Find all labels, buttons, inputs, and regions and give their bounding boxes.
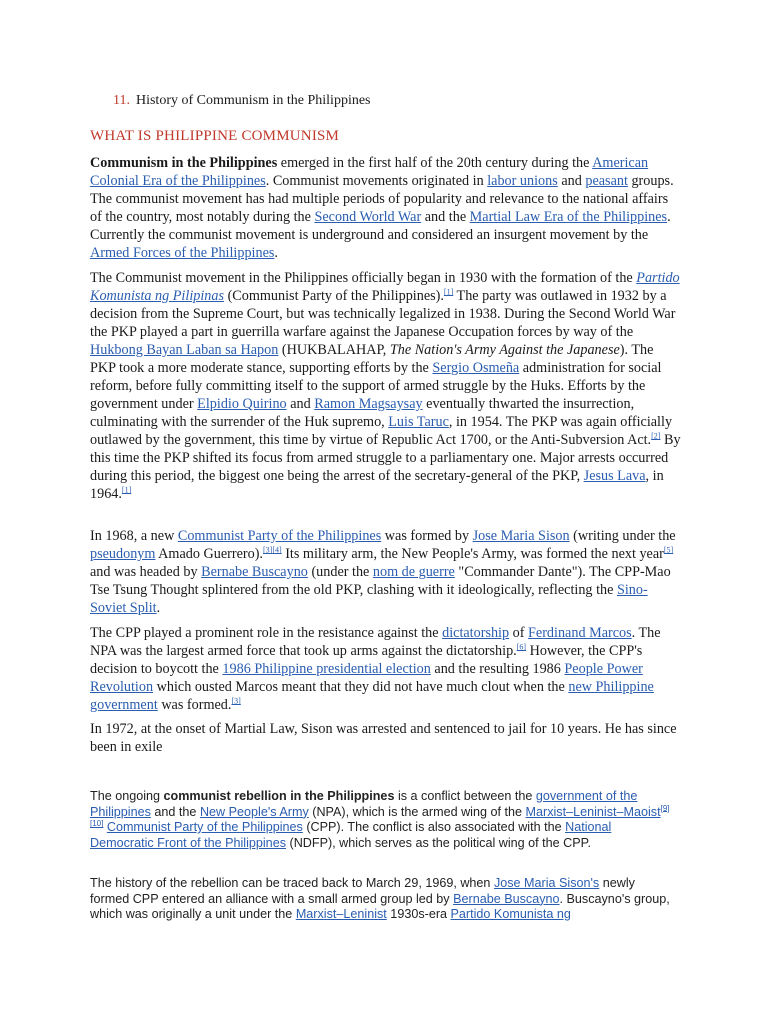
text: . Currently the communist movement is underground and considered an insurgent movement by the — [90, 209, 671, 243]
link-american-colonial-era[interactable]: American Colonial Era of the Philippines — [90, 155, 649, 189]
text: groups. The communist movement has had multiple periods of popularity and relevance to the national affairs of the country, most notably during the — [90, 173, 674, 225]
link-ramon-magsaysay[interactable]: Ramon Magsaysay — [314, 396, 423, 412]
text: (HUKBALAHAP, — [278, 342, 390, 358]
citation — [263, 545, 282, 554]
citation-link[interactable]: [2] — [651, 431, 661, 441]
citation — [444, 287, 453, 296]
text: 1930s-era — [386, 907, 451, 922]
link-new-peoples-army[interactable]: New People's Army — [199, 804, 309, 819]
text: . The NPA was the largest armed force that took up arms against the dictatorship. — [90, 625, 661, 659]
link-hukbalahap[interactable]: Hukbong Bayan Laban sa Hapon — [90, 342, 279, 358]
link-second-world-war[interactable]: Second World War — [314, 209, 422, 225]
text: "Commander Dante"). The CPP-Mao Tse Tsung Thought splintered from the old PKP, clashing with it ideologically, reflecting the — [90, 564, 671, 598]
text: . — [274, 245, 278, 261]
citation-link[interactable]: [5] — [663, 545, 674, 555]
link-labor-unions[interactable]: labor unions — [487, 173, 558, 189]
citation-link[interactable]: [9][10] — [90, 803, 670, 828]
link-ndfp[interactable]: National Democratic Front of the Philippines — [90, 820, 612, 850]
text: (NDFP), which serves as the political wing of the CPP. — [286, 835, 591, 850]
text: , in 1954. The PKP was again officially outlawed by the government, this time by virtue of Republic Act 1700, or the Anti-Subversion Act. — [90, 414, 673, 448]
text: and — [557, 173, 586, 189]
link-elpidio-quirino[interactable]: Elpidio Quirino — [197, 396, 287, 412]
link-partido-komunista[interactable]: Partido Komunista ng Pilipinas — [90, 270, 680, 304]
text: The history of the rebellion can be traced back to March 29, 1969, when — [90, 876, 494, 890]
citation-link[interactable]: [3] — [231, 696, 241, 706]
paragraph-pkp-history — [90, 269, 682, 503]
text: The party was outlawed in 1932 by a decision from the Supreme Court, but was technically legalized in 1938. During the Second World War the PKP played a part in guerrilla warfare against the Japanese Occupation forces by way of the — [90, 288, 676, 340]
citation-link[interactable]: [1] — [121, 485, 132, 495]
link-jose-maria-sisons[interactable]: Jose Maria Sison's — [493, 876, 600, 890]
italic-term: The Nation's Army Against the Japanese — [389, 342, 620, 358]
text: and the resulting 1986 — [430, 661, 565, 677]
text: In 1972, at the onset of Martial Law, Sison was arrested and sentenced to jail for 10 years. He has since been in exile — [90, 721, 677, 755]
link-peasant[interactable]: peasant — [585, 173, 628, 189]
text: (Communist Party of the Philippines). — [224, 288, 444, 304]
text: is a conflict between the — [394, 789, 536, 803]
text: of — [509, 625, 529, 641]
citation-link[interactable]: [4] — [272, 545, 282, 555]
text: (CPP). The conflict is also associated with the — [302, 820, 566, 835]
paragraph-rebellion-history — [90, 876, 670, 923]
text: was formed by — [381, 528, 473, 544]
text: (writing under the — [569, 528, 676, 544]
text: and the — [150, 804, 200, 819]
citation-link[interactable]: [3] — [262, 545, 273, 555]
link-sergio-osmena[interactable]: Sergio Osmeña — [432, 360, 520, 376]
text: Its military arm, the New People's Army, was formed the next year — [281, 546, 664, 562]
text: The ongoing — [90, 789, 164, 803]
paragraph-martial-law — [90, 720, 682, 756]
link-dictatorship[interactable]: dictatorship — [442, 625, 510, 641]
link-bernabe-buscayno[interactable]: Bernabe Buscayno — [453, 891, 560, 906]
link-luis-taruc[interactable]: Luis Taruc — [388, 414, 449, 430]
text: However, the CPP's decision to boycott the — [90, 643, 643, 677]
citation — [517, 642, 526, 651]
text: and — [286, 396, 315, 412]
paragraph-marcos-resistance — [90, 624, 682, 714]
link-people-power-revolution[interactable]: People Power Revolution — [90, 661, 643, 695]
link-new-philippine-government[interactable]: new Philippine government — [90, 679, 654, 713]
link-cpp[interactable]: Communist Party of the Philippines — [106, 820, 303, 835]
citation — [664, 545, 673, 554]
text: administration for social reform, before fully committing itself to the support of armed struggle by the Huks. Efforts by the government under — [90, 360, 662, 412]
link-ferdinand-marcos[interactable]: Ferdinand Marcos — [528, 625, 632, 641]
text: The CPP played a prominent role in the resistance against the — [90, 625, 443, 641]
text: which ousted Marcos meant that they did not have much clout when the — [153, 679, 569, 695]
chapter-number: 11. — [113, 93, 130, 108]
chapter-heading — [113, 93, 371, 109]
link-marxist-leninist-maoist[interactable]: Marxist–Leninist–Maoist — [525, 804, 661, 819]
chapter-title: History of Communism in the Philippines — [135, 93, 371, 108]
text: was formed. — [157, 697, 232, 713]
link-marxist-leninist[interactable]: Marxist–Leninist — [295, 907, 387, 922]
text: . Buscayno's group, which was originally a unit under the — [90, 891, 670, 922]
section-title: WHAT IS PHILIPPINE COMMUNISM — [90, 128, 340, 144]
paragraph-cpp-formation — [90, 527, 682, 617]
text: . Communist movements originated in — [265, 173, 488, 189]
text: In 1968, a new — [90, 528, 178, 544]
paragraph-rebellion — [90, 789, 670, 851]
link-nom-de-guerre[interactable]: nom de guerre — [372, 564, 455, 580]
citation — [122, 485, 131, 494]
text: , in 1964. — [90, 468, 664, 502]
text: (NPA), which is the armed wing of the — [308, 804, 526, 819]
text: The Communist movement in the Philippines officially began in 1930 with the formation of the — [90, 270, 637, 286]
text: (under the — [307, 564, 373, 580]
text: Amado Guerrero). — [155, 546, 263, 562]
text: newly formed CPP entered an alliance with a small armed group led by — [90, 876, 635, 906]
link-partido-komunista[interactable]: Partido Komunista ng — [450, 907, 571, 922]
link-bernabe-buscayno[interactable]: Bernabe Buscayno — [201, 564, 308, 580]
text: and the — [421, 209, 470, 225]
link-government-of-philippines[interactable]: government of the Philippines — [90, 789, 638, 819]
text: . — [156, 600, 161, 616]
text: ). The PKP took a more moderate stance, supporting efforts by the — [90, 342, 654, 376]
bold-term: communist rebellion in the Philippines — [163, 789, 395, 803]
link-1986-election[interactable]: 1986 Philippine presidential election — [222, 661, 431, 677]
link-cpp[interactable]: Communist Party of the Philippines — [177, 528, 382, 544]
text: and was headed by — [90, 564, 202, 580]
paragraph-intro — [90, 154, 682, 262]
citation-link[interactable]: [6] — [516, 642, 527, 652]
citation — [231, 696, 240, 705]
text: By this time the PKP shifted its focus from armed struggle to a parliamentary one. Major arrests occurred during this period, the biggest one being the arrest of the secretary-general of the PKP, — [90, 432, 681, 484]
citation-link[interactable]: [1] — [443, 287, 454, 297]
bold-term: Communism in the Philippines — [90, 155, 278, 171]
link-sino-soviet-split[interactable]: Sino-Soviet Split — [90, 582, 648, 616]
text: eventually thwarted the insurrection, culminating with the surrender of the Huk supremo, — [90, 396, 635, 430]
link-jesus-lava[interactable]: Jesus Lava — [583, 468, 646, 484]
text: emerged in the first half of the 20th century during the — [277, 155, 593, 171]
link-martial-law-era[interactable]: Martial Law Era of the Philippines — [469, 209, 668, 225]
link-jose-maria-sison[interactable]: Jose Maria Sison — [472, 528, 570, 544]
link-armed-forces[interactable]: Armed Forces of the Philippines — [90, 245, 275, 261]
link-pseudonym[interactable]: pseudonym — [90, 546, 156, 562]
